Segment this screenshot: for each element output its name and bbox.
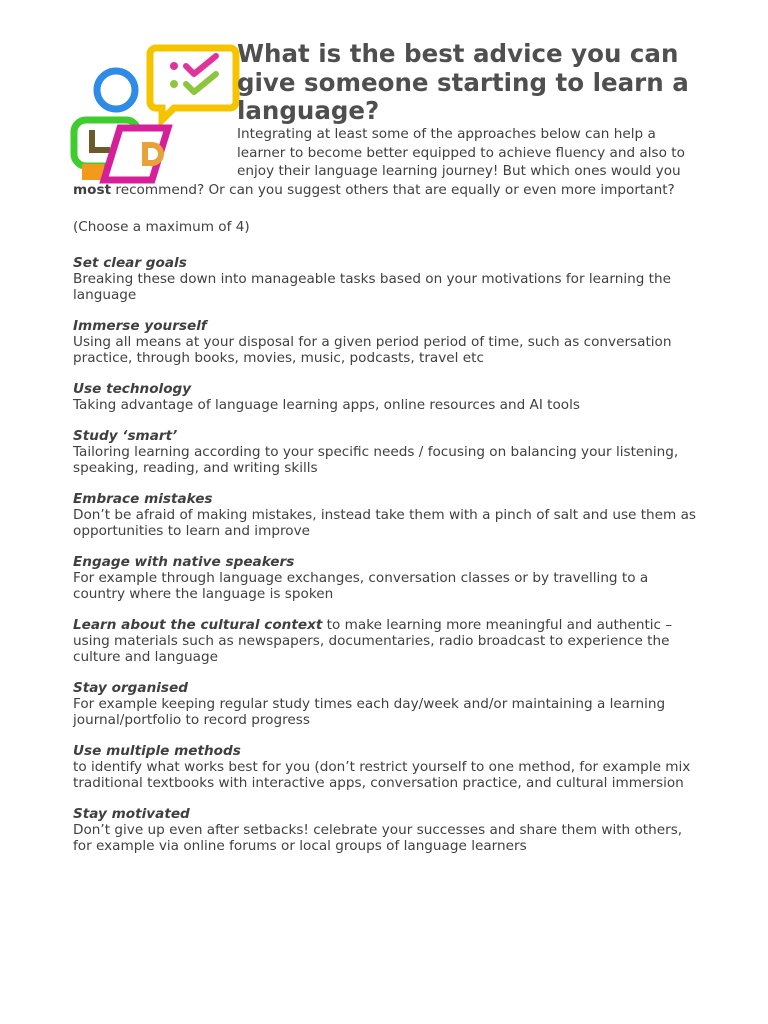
person-head-icon [97,71,135,109]
list-item [73,743,698,791]
item-heading: Stay organised [73,679,188,696]
item-heading: Embrace mistakes [73,490,213,507]
choice-note: (Choose a maximum of 4) [73,218,250,235]
green-check-icon [186,74,216,92]
item-heading: Learn about the cultural context [73,616,323,633]
item-description: Don’t give up even after setbacks! celebrate your successes and share them with others, for example via online forums or local groups of language learners [73,821,683,854]
bubble-dot-icon [170,62,178,70]
item-description: For example through language exchanges, conversation classes or by travelling to a country where the language is spoken [73,569,649,602]
document-body [73,125,698,869]
list-item [73,318,698,366]
page-title: What is the best advice you can give someone starting to learn a language? [237,39,689,125]
speech-bubble-icon [150,48,236,120]
item-description: For example keeping regular study times each day/week and/or maintaining a learning journal/portfolio to record progress [73,695,666,728]
list-item [73,381,698,413]
item-heading: Use technology [73,380,192,397]
item-heading: Engage with native speakers [73,553,295,570]
list-item [73,491,698,539]
intro-emphasis: most [73,182,112,199]
item-description: Taking advantage of language learning apps, online resources and AI tools [73,396,580,413]
item-description: to make learning more meaningful and authentic – using materials such as newspapers, documentaries, radio broadcast to experience the culture and language [73,616,673,665]
logo-wrap-spacer [73,125,237,179]
list-item [73,554,698,602]
item-heading: Immerse yourself [73,317,207,334]
item-heading: Set clear goals [73,254,187,271]
item-description: to identify what works best for you (don’t restrict yourself to one method, for example mix traditional textbooks with interactive apps, conversation practice, and cultural immersion [73,758,691,791]
list-item [73,617,698,665]
item-heading: Use multiple methods [73,742,241,759]
item-heading: Stay motivated [73,805,190,822]
pink-check-icon [186,56,216,74]
bubble-dot-green-icon [170,80,178,88]
item-heading: Study ‘smart’ [73,427,178,444]
list-item [73,806,698,854]
item-description: Using all means at your disposal for a given period period of time, such as conversation practice, through books, movies, music, podcasts, travel etc [73,333,672,366]
item-description: Tailoring learning according to your specific needs / focusing on balancing your listening, speaking, reading, and writing skills [73,443,679,476]
item-description: Breaking these down into manageable tasks based on your motivations for learning the language [73,270,671,303]
advice-list [73,255,698,854]
list-item [73,680,698,728]
intro-text-after: recommend? Or can you suggest others that are equally or even more important? [111,182,675,199]
item-description: Don’t be afraid of making mistakes, instead take them with a pinch of salt and use them as opportunities to learn and improve [73,506,697,539]
intro-text-before: Integrating at least some of the approaches below can help a learner to become better equipped to achieve fluency and also to enjoy their language learning journey! But which ones would you [237,126,685,180]
list-item [73,428,698,476]
list-item [73,255,698,303]
